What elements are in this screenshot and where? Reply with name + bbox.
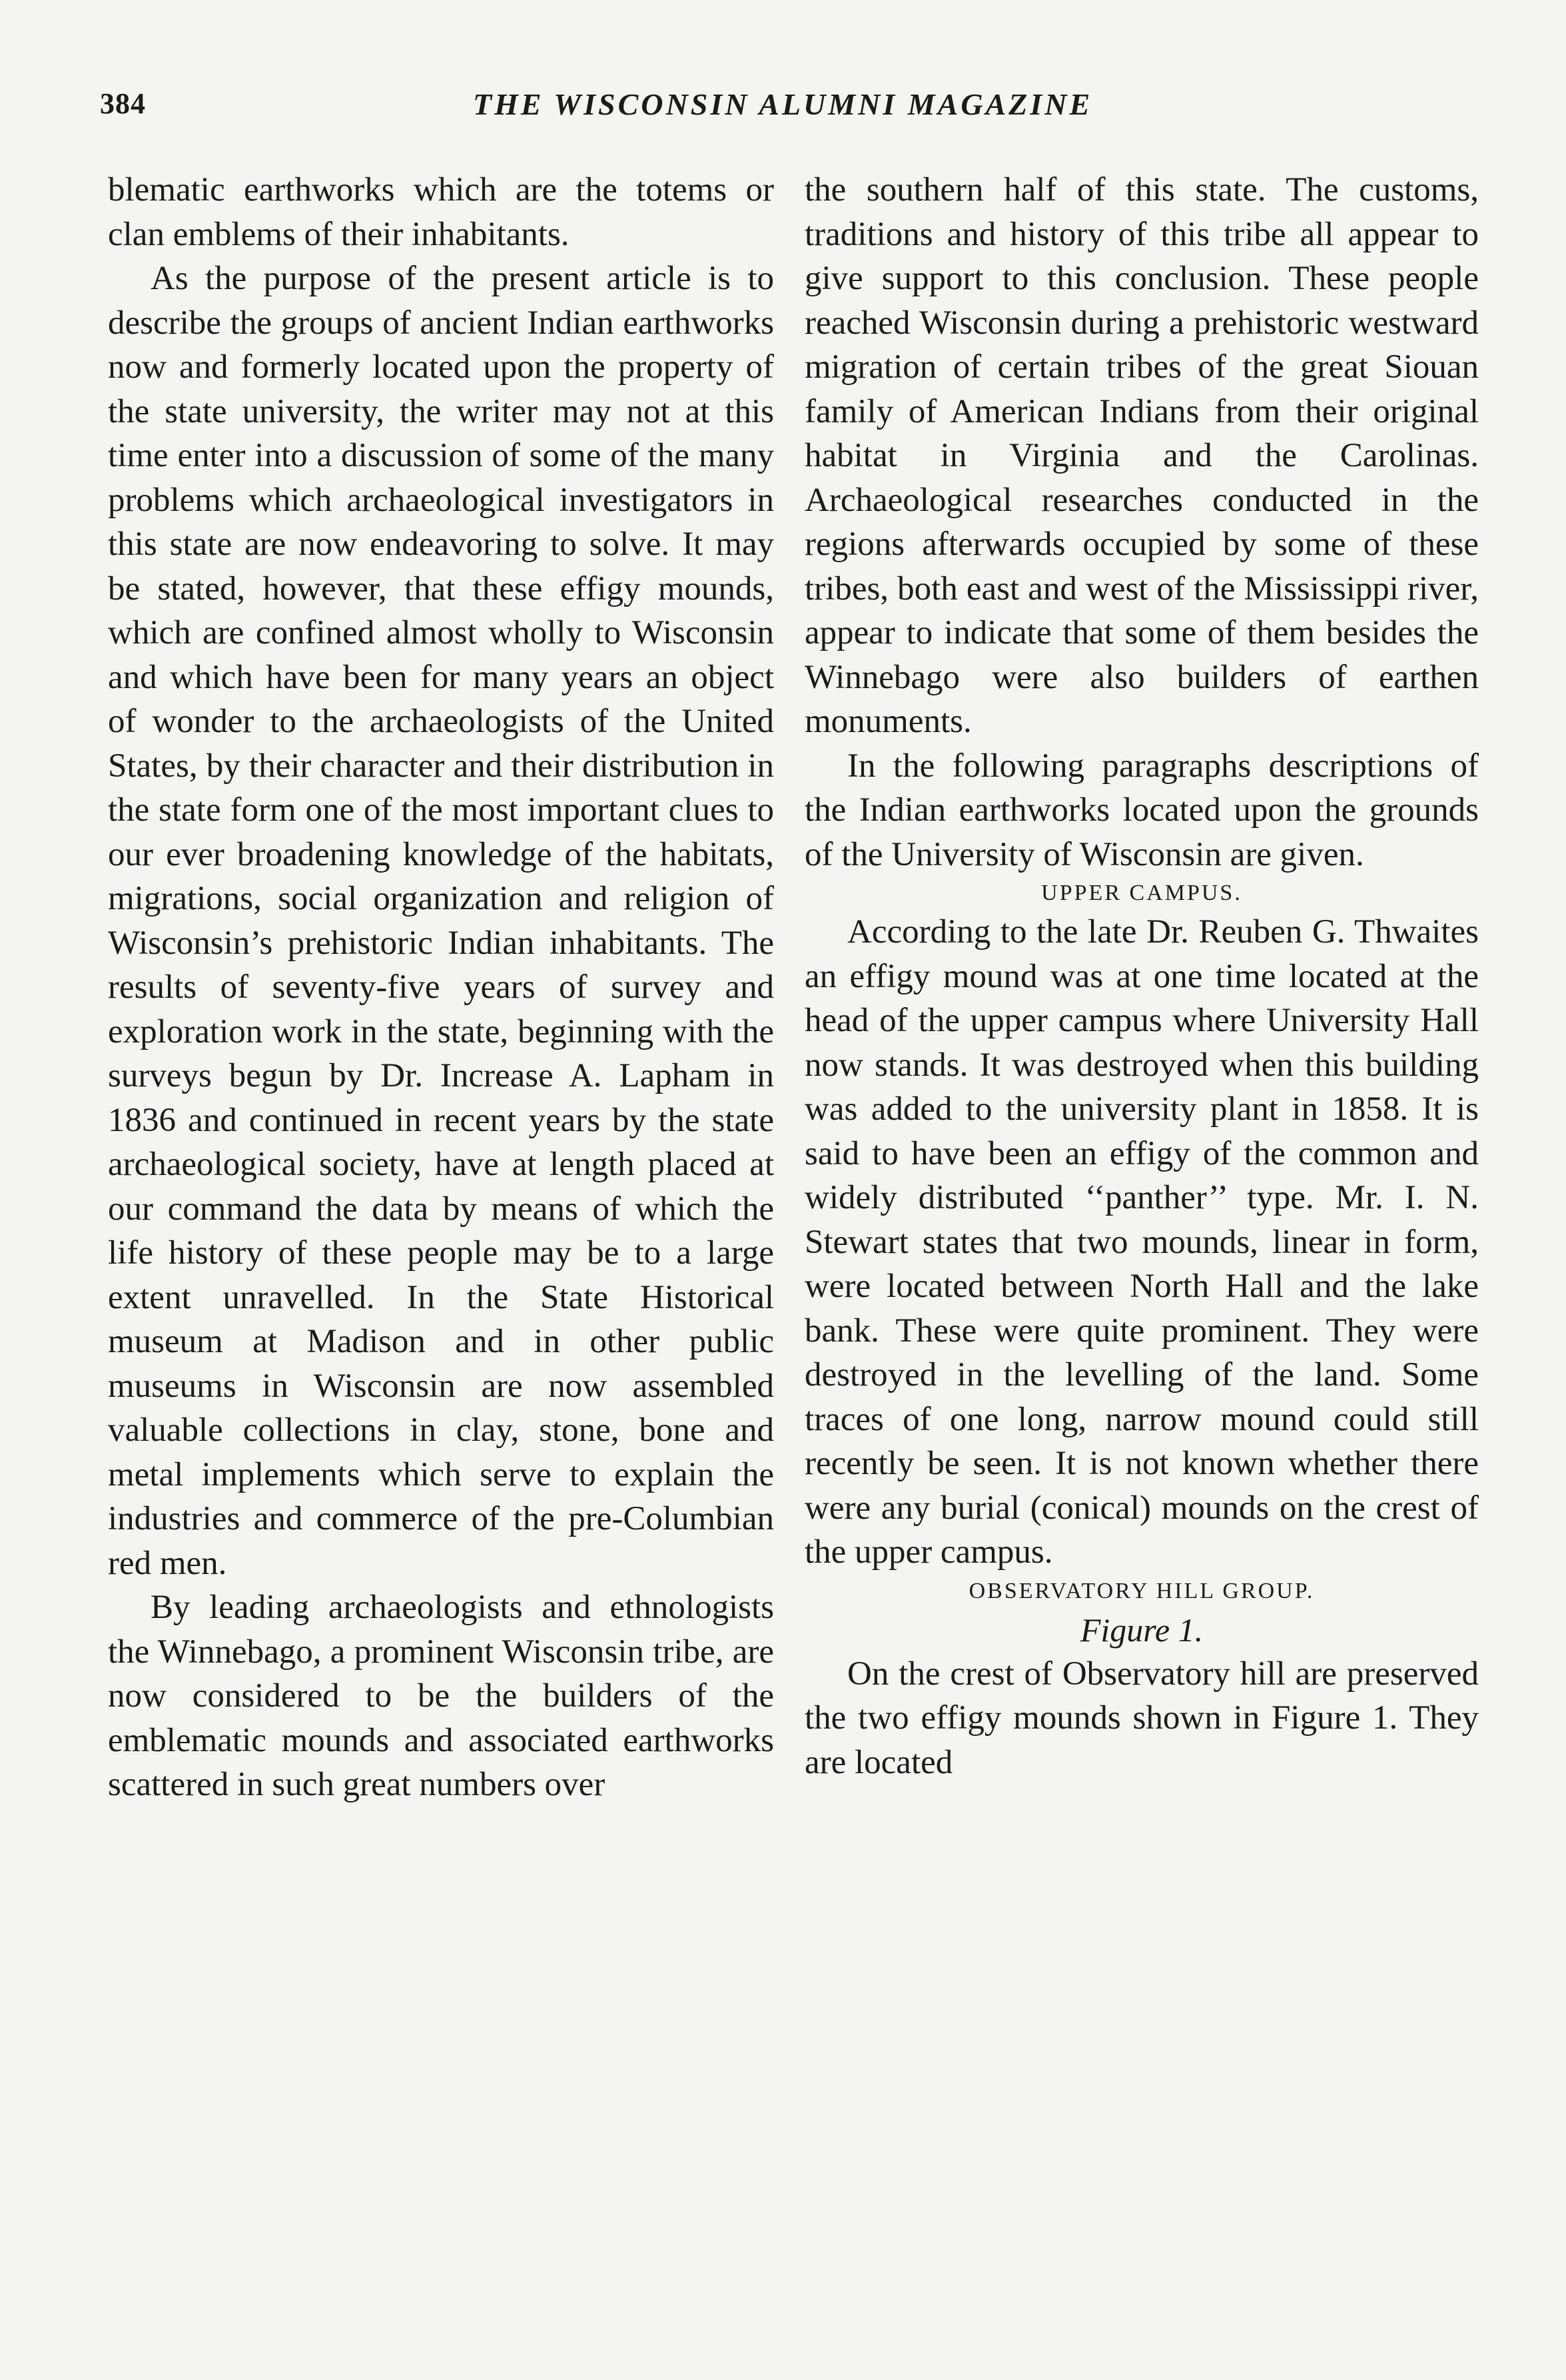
paragraph-observatory-hill: On the crest of Observatory hill are preserved the two effigy mounds shown in Figure 1. They are located <box>805 1655 1479 1781</box>
paragraph-upper-campus: According to the late Dr. Reuben G. Thwaites an effigy mound was at one time located at the head of the upper campus where University Hall now stands. It was destroyed when this building was added to the university plant in 1858. It is said to have been an effigy of the common and widely distributed ‘‘panther’’ type. Mr. I. N. Stewart states that two mounds, linear in form, were located between North Hall and the lake bank. These were quite prominent. They were destroyed in the levelling of the land. Some traces of one long, narrow mound could still recently be seen. It is not known whether there were any burial (conical) mounds on the crest of the upper campus. <box>805 913 1479 1571</box>
paragraph-following: In the following paragraphs descriptions of the Indian earthworks located upon the grounds of the University of Wisconsin are given. <box>805 747 1479 873</box>
running-head <box>100 87 1485 133</box>
paragraph-purpose: As the purpose of the present article is to describe the groups of ancient Indian earthworks now and formerly located upon the property of the state university, the writer may not at this time enter into a discussion of some of the many problems which archaeological investigators in this state are now endeavoring to solve. It may be stated, however, that these effigy mounds, which are confined almost wholly to Wisconsin and which have been for many years an object of wonder to the archaeologists of the United States, by their character and their distribution in the state form one of the most important clues to our ever broadening knowledge of the habitats, migrations, social organization and religion of Wisconsin’s prehistoric Indian inhabitants. The results of seventy-five years of survey and exploration work in the state, beginning with the surveys begun by Dr. Increase A. Lapham in 1836 and continued in recent years by the state archaeological society, have at length placed at our command the data by means of which the life history of these people may be to a large extent unravelled. In the State Historical museum at Madison and in other public museums in Wisconsin are now assembled valuable collections in clay, stone, bone and metal implements which serve to explain the industries and commerce of the pre-Columbian red men. <box>108 260 774 1582</box>
magazine-title: THE WISCONSIN ALUMNI MAGAZINE <box>473 87 1093 121</box>
paragraph-southern-half: the southern half of this state. The customs, traditions and history of this tribe all appear to give support to this conclusion. These people reached Wisconsin during a prehistoric westward migration of certain tribes of the great Siouan family of American Indians from their original habitat in Virginia and the Carolinas. Archaeological researches conducted in the regions afterwards occupied by some of these tribes, both east and west of the Mississippi river, appear to indicate that some of them besides the Winnebago were also builders of earthen monuments. <box>805 171 1479 740</box>
paragraph-winnebago: By leading archaeologists and ethnologists the Winnebago, a prominent Wisconsin tribe, are now considered to be the builders of the emblematic mounds and associated earthworks scattered in such great numbers over <box>108 1589 774 1803</box>
paragraph-continued: blematic earthworks which are the totems or clan emblems of their inhabitants. <box>108 171 774 253</box>
section-heading-observatory-hill: OBSERVATORY HILL GROUP. <box>969 1578 1315 1603</box>
section-heading-upper-campus: UPPER CAMPUS. <box>1041 881 1242 905</box>
figure-label: Figure 1. <box>1080 1611 1204 1649</box>
right-column <box>805 168 1479 1785</box>
page-number: 384 <box>100 87 146 120</box>
left-column <box>108 168 774 1807</box>
